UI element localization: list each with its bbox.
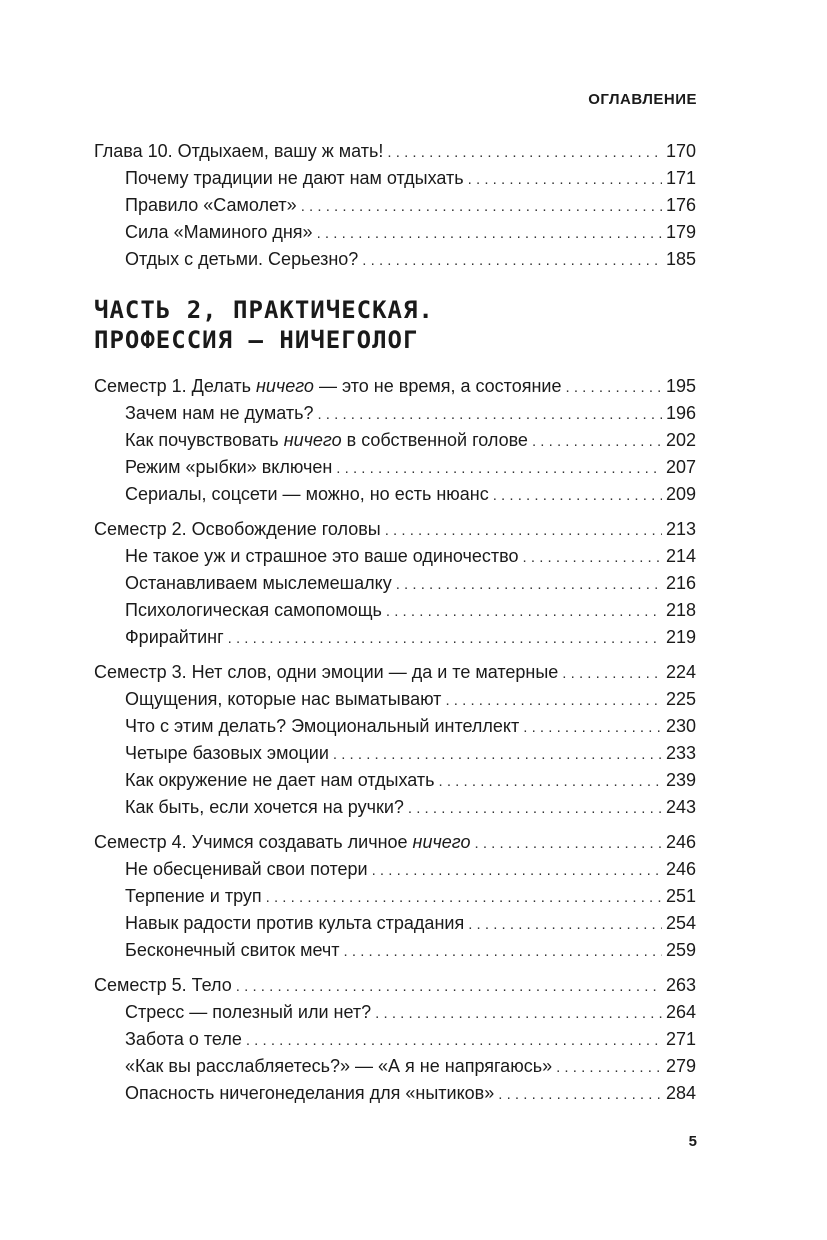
toc-entry-semester[interactable] bbox=[94, 972, 696, 999]
title-text: Семестр 2. Освобождение головы bbox=[94, 519, 381, 539]
toc-entry-page: 216 bbox=[665, 573, 696, 593]
toc-subentry[interactable] bbox=[94, 165, 696, 192]
toc-entry-title bbox=[125, 543, 519, 570]
toc-subentry[interactable] bbox=[94, 624, 696, 651]
dot-leader bbox=[385, 517, 662, 544]
title-italic: ничего bbox=[412, 832, 471, 852]
title-text: Как окружение не дает нам отдыхать bbox=[125, 770, 435, 790]
semester-group bbox=[94, 659, 696, 821]
title-text: Опасность ничегонеделания для «нытиков» bbox=[125, 1083, 495, 1103]
toc-entry-title: Сила «Маминого дня» bbox=[125, 222, 313, 242]
dot-leader bbox=[493, 482, 662, 509]
toc-entry-page: 218 bbox=[665, 600, 696, 620]
toc-entry-title bbox=[94, 516, 381, 543]
toc-entry-page: 239 bbox=[665, 770, 696, 790]
dot-leader bbox=[566, 374, 662, 401]
toc-entry-title bbox=[125, 1080, 494, 1107]
dot-leader bbox=[317, 220, 662, 247]
toc-entry-title bbox=[125, 481, 489, 508]
toc-subentry[interactable] bbox=[94, 1026, 696, 1053]
semesters-list bbox=[94, 373, 696, 1107]
title-text: Не такое уж и страшное это ваше одиночество bbox=[125, 546, 519, 566]
title-text: Не обесценивай свои потери bbox=[125, 859, 368, 879]
dot-leader bbox=[523, 544, 662, 571]
title-text: Забота о теле bbox=[125, 1029, 242, 1049]
toc-entry-page: 230 bbox=[665, 716, 696, 736]
toc-entry-page: 170 bbox=[665, 141, 696, 161]
toc-entry-title bbox=[125, 794, 404, 821]
dot-leader bbox=[236, 973, 662, 1000]
dot-leader bbox=[301, 193, 662, 220]
toc-entry-semester[interactable] bbox=[94, 829, 696, 856]
title-text: Режим «рыбки» включен bbox=[125, 457, 333, 477]
dot-leader bbox=[474, 830, 661, 857]
dot-leader bbox=[266, 884, 662, 911]
title-text: Семестр 1. Делать bbox=[94, 376, 257, 396]
toc-subentry[interactable] bbox=[94, 767, 696, 794]
toc-entry-page: 243 bbox=[665, 797, 696, 817]
semester-group bbox=[94, 972, 696, 1107]
part-2-heading-line2: ПРОФЕССИЯ — НИЧЕГОЛОГ bbox=[94, 326, 419, 354]
toc-entry-page: 179 bbox=[665, 222, 696, 242]
dot-leader bbox=[362, 247, 662, 274]
toc-entry-page: 219 bbox=[665, 627, 696, 647]
toc-entry-page: 185 bbox=[665, 249, 696, 269]
running-head: ОГЛАВЛЕНИЕ bbox=[588, 91, 697, 108]
title-text: Ощущения, которые нас выматывают bbox=[125, 689, 442, 709]
dot-leader bbox=[386, 598, 662, 625]
dot-leader bbox=[396, 571, 662, 598]
toc-subentry[interactable] bbox=[94, 910, 696, 937]
toc-subentry[interactable] bbox=[94, 570, 696, 597]
dot-leader bbox=[523, 714, 662, 741]
title-text: Бесконечный свиток мечт bbox=[125, 940, 340, 960]
title-text: Сериалы, соцсети — можно, но есть нюанс bbox=[125, 484, 489, 504]
toc-subentry[interactable] bbox=[94, 740, 696, 767]
toc-entry-page: 284 bbox=[665, 1083, 696, 1103]
title-text: Терпение и труп bbox=[125, 886, 262, 906]
semester-group bbox=[94, 373, 696, 508]
toc-subentry[interactable] bbox=[94, 543, 696, 570]
toc-entry-title: Правило «Самолет» bbox=[125, 195, 297, 215]
title-text: Зачем нам не думать? bbox=[125, 403, 314, 423]
title-text: Фрирайтинг bbox=[125, 627, 224, 647]
toc-entry-title: Глава 10. Отдыхаем, вашу ж мать! bbox=[94, 141, 384, 161]
toc-entry-page: 195 bbox=[665, 376, 696, 396]
toc-entry-page: 213 bbox=[665, 519, 696, 539]
semester-group bbox=[94, 829, 696, 964]
toc-entry-semester[interactable] bbox=[94, 516, 696, 543]
title-italic: ничего bbox=[256, 376, 314, 396]
dot-leader bbox=[562, 660, 662, 687]
toc-entry-title: Почему традиции не дают нам отдыхать bbox=[125, 168, 464, 188]
title-text: Как быть, если хочется на ручки? bbox=[125, 797, 404, 817]
toc-entry-title bbox=[125, 740, 329, 767]
title-text: Семестр 3. Нет слов, одни эмоции — да и те матерные bbox=[94, 662, 559, 682]
toc-subentry[interactable] bbox=[94, 400, 696, 427]
toc-entry-page: 254 bbox=[665, 913, 696, 933]
title-text-after: — это не время, а состояние bbox=[313, 376, 562, 396]
toc-entry-page: 176 bbox=[665, 195, 696, 215]
toc-entry-title bbox=[125, 937, 340, 964]
toc-entry-title bbox=[94, 373, 562, 400]
page-number: 5 bbox=[688, 1133, 697, 1150]
toc-entry-page: 263 bbox=[665, 975, 696, 995]
toc-entry-title bbox=[125, 999, 371, 1026]
toc-entry-title bbox=[125, 400, 313, 427]
dot-leader bbox=[344, 938, 662, 965]
toc-entry-title bbox=[125, 1053, 552, 1080]
title-text: «Как вы расслабляетесь?» — «А я не напрягаюсь» bbox=[125, 1056, 553, 1076]
dot-leader bbox=[387, 139, 662, 166]
toc-subentry[interactable] bbox=[94, 686, 696, 713]
toc-entry-title bbox=[125, 910, 464, 937]
dot-leader bbox=[498, 1081, 662, 1108]
semester-group bbox=[94, 516, 696, 651]
dot-leader bbox=[375, 1000, 662, 1027]
part-2-heading bbox=[94, 295, 696, 355]
toc-entry-title bbox=[125, 1026, 242, 1053]
toc-entry-page: 264 bbox=[665, 1002, 696, 1022]
toc-entry-page: 233 bbox=[665, 743, 696, 763]
title-text: Семестр 5. Тело bbox=[94, 975, 232, 995]
title-text: Останавливаем мыслемешалку bbox=[125, 573, 392, 593]
toc-entry-page: 279 bbox=[665, 1056, 696, 1076]
title-text: Семестр 4. Учимся создавать личное bbox=[94, 832, 413, 852]
toc-subentry[interactable] bbox=[94, 597, 696, 624]
dot-leader bbox=[336, 455, 662, 482]
toc-entry-title bbox=[94, 972, 232, 999]
toc-entry-page: 202 bbox=[665, 430, 696, 450]
toc-entry-page: 246 bbox=[665, 859, 696, 879]
toc-entry-title bbox=[125, 427, 528, 454]
title-italic: ничего bbox=[283, 430, 342, 450]
toc-subentry[interactable] bbox=[94, 883, 696, 910]
toc-entry-title bbox=[125, 454, 332, 481]
dot-leader bbox=[468, 911, 662, 938]
toc-entry-title bbox=[125, 597, 382, 624]
toc-entry-page: 214 bbox=[665, 546, 696, 566]
dot-leader bbox=[317, 401, 661, 428]
toc-entry-title bbox=[94, 659, 558, 686]
dot-leader bbox=[228, 625, 662, 652]
toc-entry-title bbox=[125, 883, 262, 910]
toc-entry-title bbox=[125, 856, 368, 883]
toc-entry-title bbox=[125, 624, 224, 651]
toc-entry-page: 246 bbox=[665, 832, 696, 852]
toc-subentry[interactable] bbox=[94, 1053, 696, 1080]
dot-leader bbox=[372, 857, 662, 884]
toc-entry-title bbox=[125, 713, 519, 740]
dot-leader bbox=[532, 428, 662, 455]
toc-subentry[interactable] bbox=[94, 856, 696, 883]
toc-entry-page: 271 bbox=[665, 1029, 696, 1049]
toc-subentry[interactable] bbox=[94, 192, 696, 219]
toc-entry-title bbox=[125, 767, 435, 794]
toc-subentry[interactable] bbox=[94, 454, 696, 481]
toc-entry-page: 207 bbox=[665, 457, 696, 477]
toc-entry-page: 171 bbox=[665, 168, 696, 188]
dot-leader bbox=[439, 768, 662, 795]
toc-entry-title bbox=[125, 686, 441, 713]
title-text: Как почувствовать bbox=[125, 430, 284, 450]
chapter-10-group bbox=[94, 138, 696, 273]
title-text: Психологическая самопомощь bbox=[125, 600, 382, 620]
title-text: Стресс — полезный или нет? bbox=[125, 1002, 372, 1022]
toc-subentry[interactable] bbox=[94, 999, 696, 1026]
toc-entry-page: 251 bbox=[665, 886, 696, 906]
title-text: Четыре базовых эмоции bbox=[125, 743, 329, 763]
table-of-contents bbox=[94, 138, 696, 1115]
title-text: Что с этим делать? Эмоциональный интеллект bbox=[125, 716, 520, 736]
title-text-after: в собственной голове bbox=[341, 430, 528, 450]
toc-entry-semester[interactable] bbox=[94, 659, 696, 686]
toc-entry-chapter-10[interactable] bbox=[94, 138, 696, 165]
title-text: Навык радости против культа страдания bbox=[125, 913, 465, 933]
dot-leader bbox=[445, 687, 662, 714]
toc-entry-title: Отдых с детьми. Серьезно? bbox=[125, 249, 359, 269]
dot-leader bbox=[468, 166, 662, 193]
dot-leader bbox=[556, 1054, 662, 1081]
toc-subentry[interactable] bbox=[94, 481, 696, 508]
toc-entry-page: 224 bbox=[665, 662, 696, 682]
dot-leader bbox=[408, 795, 662, 822]
part-2-heading-line1: ЧАСТЬ 2, ПРАКТИЧЕСКАЯ. bbox=[94, 296, 434, 324]
toc-entry-page: 259 bbox=[665, 940, 696, 960]
toc-subentry[interactable] bbox=[94, 713, 696, 740]
toc-entry-page: 225 bbox=[665, 689, 696, 709]
toc-subentry[interactable] bbox=[94, 794, 696, 821]
toc-entry-title bbox=[94, 829, 470, 856]
toc-entry-semester[interactable] bbox=[94, 373, 696, 400]
toc-entry-page: 196 bbox=[665, 403, 696, 423]
dot-leader bbox=[246, 1027, 662, 1054]
toc-entry-page: 209 bbox=[665, 484, 696, 504]
toc-subentry[interactable] bbox=[94, 219, 696, 246]
toc-subentry[interactable] bbox=[94, 246, 696, 273]
toc-entry-title bbox=[125, 570, 392, 597]
toc-subentry[interactable] bbox=[94, 1080, 696, 1107]
toc-subentry[interactable] bbox=[94, 427, 696, 454]
toc-subentry[interactable] bbox=[94, 937, 696, 964]
dot-leader bbox=[333, 741, 662, 768]
